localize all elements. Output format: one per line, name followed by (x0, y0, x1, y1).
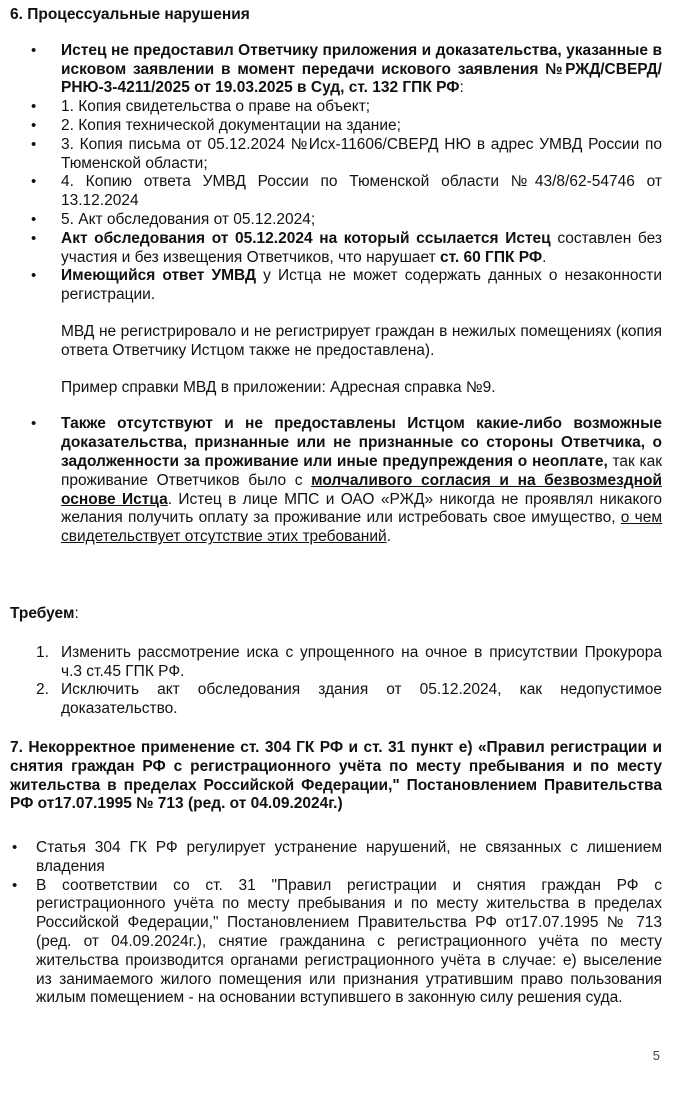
bold-text: в Суд, ст. 132 ГПК РФ (297, 79, 460, 97)
list-item: • 2. Копия технической документации на здание; (61, 117, 662, 136)
paragraph: Пример справки МВД в приложении: Адресная справка №9. (61, 378, 496, 396)
section-6-list (10, 42, 662, 547)
underlined-text: о чем свидетельствует отсутствие этих требований (61, 509, 663, 546)
paragraph (61, 267, 662, 305)
paragraph: МВД не регистрировало и не регистрирует граждан в нежилых помещениях (копия ответа Ответчику Истцом также не предоставлена). (61, 322, 662, 359)
demands-label: Требуем (10, 604, 75, 622)
item-number: 2. (36, 681, 49, 699)
list-item (61, 42, 662, 98)
bold-text: ст. 60 ГПК РФ (440, 248, 543, 266)
list-item (36, 643, 662, 682)
text: у Истца не может содержать данных о незаконности регистрации. (61, 267, 663, 304)
list-item (36, 681, 662, 719)
bold-text: Истец не предоставил Ответчику приложения и доказательства, указанные в исковом заявлении в момент передачи искового заявления (61, 41, 662, 78)
bold-text: Также отсутствуют и не предоставлены Истцом какие-либо возможные доказательства, признанные или не признанные со стороны Ответчика, о задолженности за проживание или иные предупреждения о неоплате, (61, 415, 662, 470)
demands-colon: : (74, 604, 79, 622)
section-7-heading: 7. Некорректное применение ст. 304 ГК РФ и ст. 31 пункт е) «Правил регистрации и снятия граждан РФ с регистрационного учёта по месту пребывания и по месту жительства в пределах Российской Федерации," Постановлением Правительства РФ от17.07.1995 № 713 (ред. от 04.09.2024г.) (10, 738, 662, 813)
text: . Истец в лице МПС и ОАО «РЖД» никогда не проявлял никакого желания получить оплату за проживание или истребовать свое имущество, (61, 490, 662, 527)
list-item: • 3. Копия письма от 05.12.2024 №Исх-11606/СВЕРД НЮ в адрес УМВД России по Тюменской области; (61, 136, 662, 174)
section-7-list (10, 839, 662, 1008)
list-item: • 5. Акт обследования от 05.12.2024; (61, 211, 662, 230)
item-number: 1. (36, 643, 49, 661)
list-item: • 4. Копию ответа УМВД России по Тюменской области №43/8/62-54746 от 13.12.2024 (61, 173, 662, 211)
list-item (61, 267, 662, 415)
demands-list (10, 644, 662, 719)
text: . (542, 248, 547, 266)
text: : (459, 79, 464, 97)
item-text: Исключить акт обследования здания от 05.12.2024, как недопустимое доказательство. (61, 681, 662, 718)
list-item: • В соответствии со ст. 31 "Правил регистрации и снятия граждан РФ с регистрационного учёта по месту пребывания и по месту жительства в пределах Российской Федерации," Постановлением Правительства РФ от17.07.1995 № 713 (ред. от 04.09.2024г.), снятие гражданина с регистрационного учёта по месту жительства производится органами регистрационного учёта в случае: е) выселение из занимаемого жилого помещения или признания утратившим право пользования жилым помещением - на основании вступившего в законную силу решения суда. (36, 877, 662, 1009)
page-number: 5 (652, 1048, 660, 1063)
text: составлен без участия и без извещения Ответчиков, что нарушает (61, 229, 662, 266)
text: . (386, 528, 391, 546)
underlined-bold-text: молчаливого согласия и на безвозмездной основе Истца (61, 471, 662, 508)
list-item: • 1. Копия свидетельства о праве на объект; (61, 98, 662, 117)
bold-text: Имеющийся ответ УМВД (61, 267, 257, 285)
text: так как проживание Ответчиков было с (61, 452, 662, 489)
text: №РЖД/СВЕРД/РНЮ-3-4211/2025 от 19.03.2025 (61, 60, 662, 97)
list-item: • Статья 304 ГК РФ регулирует устранение нарушений, не связанных с лишением владения (36, 839, 662, 877)
list-item (61, 230, 662, 268)
section-6-heading: 6. Процессуальные нарушения (10, 6, 250, 23)
demands-heading (10, 605, 662, 624)
item-text: Изменить рассмотрение иска с упрощенного на очное в присутствии Прокурора ч.3 ст.45 ГПК РФ. (61, 643, 662, 680)
list-item (61, 415, 662, 547)
bold-text: Акт обследования от 05.12.2024 на который ссылается Истец (61, 229, 551, 247)
